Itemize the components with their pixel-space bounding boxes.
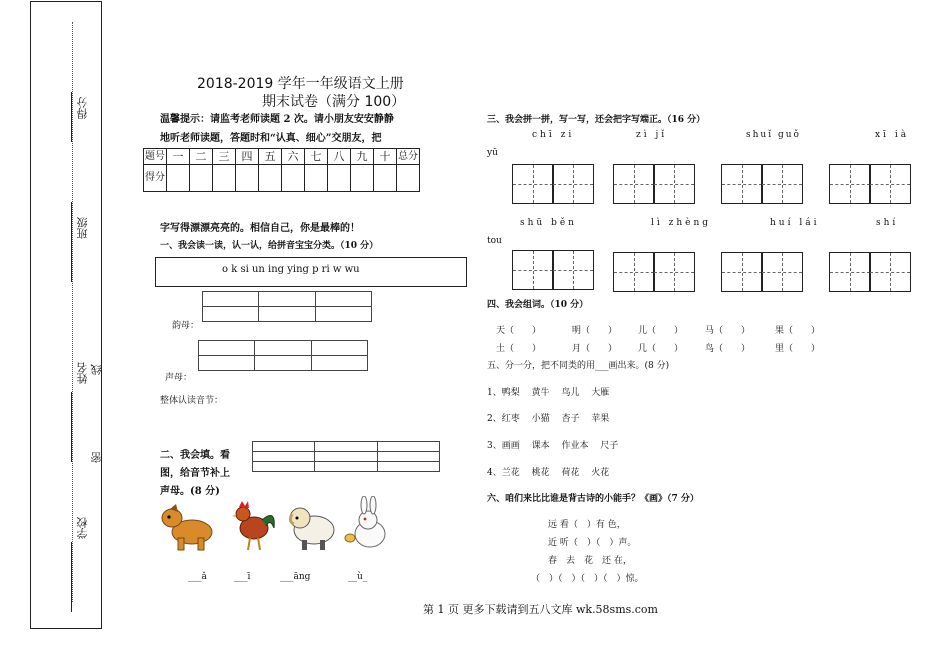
score-cell[interactable] <box>190 165 213 192</box>
q4-word-5[interactable]: 果（ ） <box>775 326 821 336</box>
page-footer: 第 1 页 更多下载请到五八文库 wk.58sms.com <box>423 603 658 616</box>
q4-word-10[interactable]: 里（ ） <box>775 344 821 354</box>
q5-item-1: 1、鸭梨 黄牛 鸟儿 大雁 <box>487 388 610 398</box>
q1-title: 一、我会读一读，认一认，给拼音宝宝分类。（10 分） <box>160 241 379 251</box>
col-2: 二 <box>190 149 213 165</box>
q6-title: 六、咱们来比比谁是背古诗的小能手？《画》（7 分） <box>487 494 699 504</box>
q3-pinyin-extra-1: yū <box>487 148 498 158</box>
q3-pinyin-7: huí lái <box>770 218 820 228</box>
blank-cell[interactable] <box>377 442 439 452</box>
tip-line1: 温馨提示：请监考老师读题 2 次。请小朋友安安静静 <box>160 114 394 125</box>
q5-title: 五、分一分，把不同类的用___画出来。(8 分) <box>487 361 670 371</box>
col-10: 十 <box>374 149 397 165</box>
score-cell[interactable] <box>213 165 236 192</box>
q3-pinyin-extra-2: tou <box>487 236 502 246</box>
col-9: 九 <box>351 149 374 165</box>
score-label: 得分 <box>76 97 89 119</box>
blank-cell[interactable] <box>377 462 439 472</box>
school-label: 学校 <box>76 517 89 539</box>
q3-pinyin-8: shí <box>876 218 899 228</box>
blank-cell[interactable] <box>199 356 255 371</box>
blank-cell[interactable] <box>199 341 255 356</box>
q4-word-7[interactable]: 月（ ） <box>572 344 618 354</box>
q1-pinyin-box <box>155 257 467 287</box>
blank-cell[interactable] <box>311 356 367 371</box>
q3-title: 三、我会拼一拼，写一写，还会把字写端正。（16 分） <box>487 115 706 125</box>
blank-cell[interactable] <box>377 452 439 462</box>
q4-word-6[interactable]: 土（ ） <box>496 344 542 354</box>
q4-word-4[interactable]: 马（ ） <box>705 326 751 336</box>
col-6: 六 <box>282 149 305 165</box>
rabbit-image <box>340 496 396 554</box>
blank-cell[interactable] <box>253 462 315 472</box>
tip-line2: 地听老师读题，答题时和“认真、细心”交朋友，把 <box>160 133 382 144</box>
exam-title-line1: 2018-2019 学年一年级语文上册 <box>197 76 404 92</box>
line-label: 线 <box>90 364 103 375</box>
q3-pinyin-3: shuǐ guǒ <box>746 130 801 140</box>
score-cell[interactable] <box>236 165 259 192</box>
col-3: 三 <box>213 149 236 165</box>
rooster-image <box>228 498 280 554</box>
score-cell[interactable] <box>351 165 374 192</box>
score-row-label: 得分 <box>144 165 167 192</box>
blank-cell[interactable] <box>253 452 315 462</box>
q3-pinyin-5: shū běn <box>520 218 577 228</box>
col-total: 总分 <box>397 149 420 165</box>
blank-cell[interactable] <box>315 307 371 322</box>
q6-line-4: （ ）（ ）（ ）（ ）惊。 <box>531 574 644 584</box>
score-cell[interactable] <box>305 165 328 192</box>
q2-blank-2[interactable]: ___ī <box>234 572 251 582</box>
q6-line-2: 近 听（ ）（ ）声。 <box>548 538 637 548</box>
col-8: 八 <box>328 149 351 165</box>
col-1: 一 <box>167 149 190 165</box>
exam-title-line2: 期末试卷（满分 100） <box>262 94 406 110</box>
seal-dotted-line <box>72 22 73 602</box>
score-cell[interactable] <box>259 165 282 192</box>
name-label: 姓名 <box>76 362 89 384</box>
blank-cell[interactable] <box>315 292 371 307</box>
col-4: 四 <box>236 149 259 165</box>
q2-title-a: 二、我会填。看 <box>160 450 230 461</box>
q2-answer-table <box>252 441 440 472</box>
blank-cell[interactable] <box>203 292 259 307</box>
q4-word-9[interactable]: 鸟（ ） <box>705 344 751 354</box>
score-table <box>143 148 420 192</box>
horse-image <box>158 500 218 552</box>
score-cell[interactable] <box>167 165 190 192</box>
col-5: 五 <box>259 149 282 165</box>
q5-item-4: 4、兰花 桃花 荷花 火花 <box>487 468 610 478</box>
class-label: 班级 <box>76 217 89 239</box>
blank-cell[interactable] <box>259 292 315 307</box>
q2-blank-4[interactable]: __ù_ <box>348 572 368 582</box>
q6-line-1: 远 看（ ）有 色， <box>548 520 626 530</box>
score-cell[interactable] <box>328 165 351 192</box>
q4-title: 四、我会组词。（10 分） <box>487 300 589 310</box>
q6-line-3: 春 去 花 还 在， <box>548 556 632 566</box>
blank-cell[interactable] <box>315 462 377 472</box>
q4-word-2[interactable]: 明（ ） <box>572 326 618 336</box>
blank-cell[interactable] <box>203 307 259 322</box>
q4-word-3[interactable]: 儿（ ） <box>638 326 684 336</box>
q1-shengmu-label: 声母： <box>165 373 193 383</box>
blank-cell[interactable] <box>315 442 377 452</box>
q1-yunmu-label: 韵母： <box>172 321 200 331</box>
q1-pinyin: o k si un ing ying p ri w wu <box>222 264 360 275</box>
blank-cell[interactable] <box>315 452 377 462</box>
q3-pinyin-1: chī zi <box>532 130 575 140</box>
q4-word-8[interactable]: 几（ ） <box>638 344 684 354</box>
binding-strip <box>30 1 102 629</box>
q4-word-1[interactable]: 天（ ） <box>496 326 542 336</box>
seal-label: 密 <box>90 452 103 463</box>
score-cell[interactable] <box>374 165 397 192</box>
q2-title-b: 图，给音节补上 <box>160 468 230 479</box>
score-cell[interactable] <box>282 165 305 192</box>
tip-line3: 字写得漂漂亮亮的。相信自己，你是最棒的！ <box>160 223 360 234</box>
q3-pinyin-4: xī ià <box>875 130 910 140</box>
sheep-image <box>284 500 340 554</box>
q2-blank-3[interactable]: ___āng <box>280 572 311 582</box>
blank-cell[interactable] <box>255 341 311 356</box>
blank-cell[interactable] <box>253 442 315 452</box>
q1-zhengti-label: 整体认读音节： <box>160 396 224 406</box>
q1-yunmu-table <box>202 291 372 322</box>
q3-pinyin-2: zì jǐ <box>636 130 668 140</box>
q5-item-3: 3、画画 课本 作业本 尺子 <box>487 441 619 451</box>
q5-item-2: 2、红枣 小猫 杏子 苹果 <box>487 414 610 424</box>
q2-title-c: 声母。(8 分) <box>160 486 220 497</box>
q1-shengmu-table <box>198 340 368 371</box>
score-cell[interactable] <box>397 165 420 192</box>
blank-cell[interactable] <box>259 307 315 322</box>
q2-blank-1[interactable]: ___ǎ <box>188 572 207 582</box>
col-7: 七 <box>305 149 328 165</box>
blank-cell[interactable] <box>255 356 311 371</box>
q3-pinyin-6: lì zhèng <box>651 218 712 228</box>
blank-cell[interactable] <box>311 341 367 356</box>
score-table-header: 题号 <box>144 149 167 165</box>
